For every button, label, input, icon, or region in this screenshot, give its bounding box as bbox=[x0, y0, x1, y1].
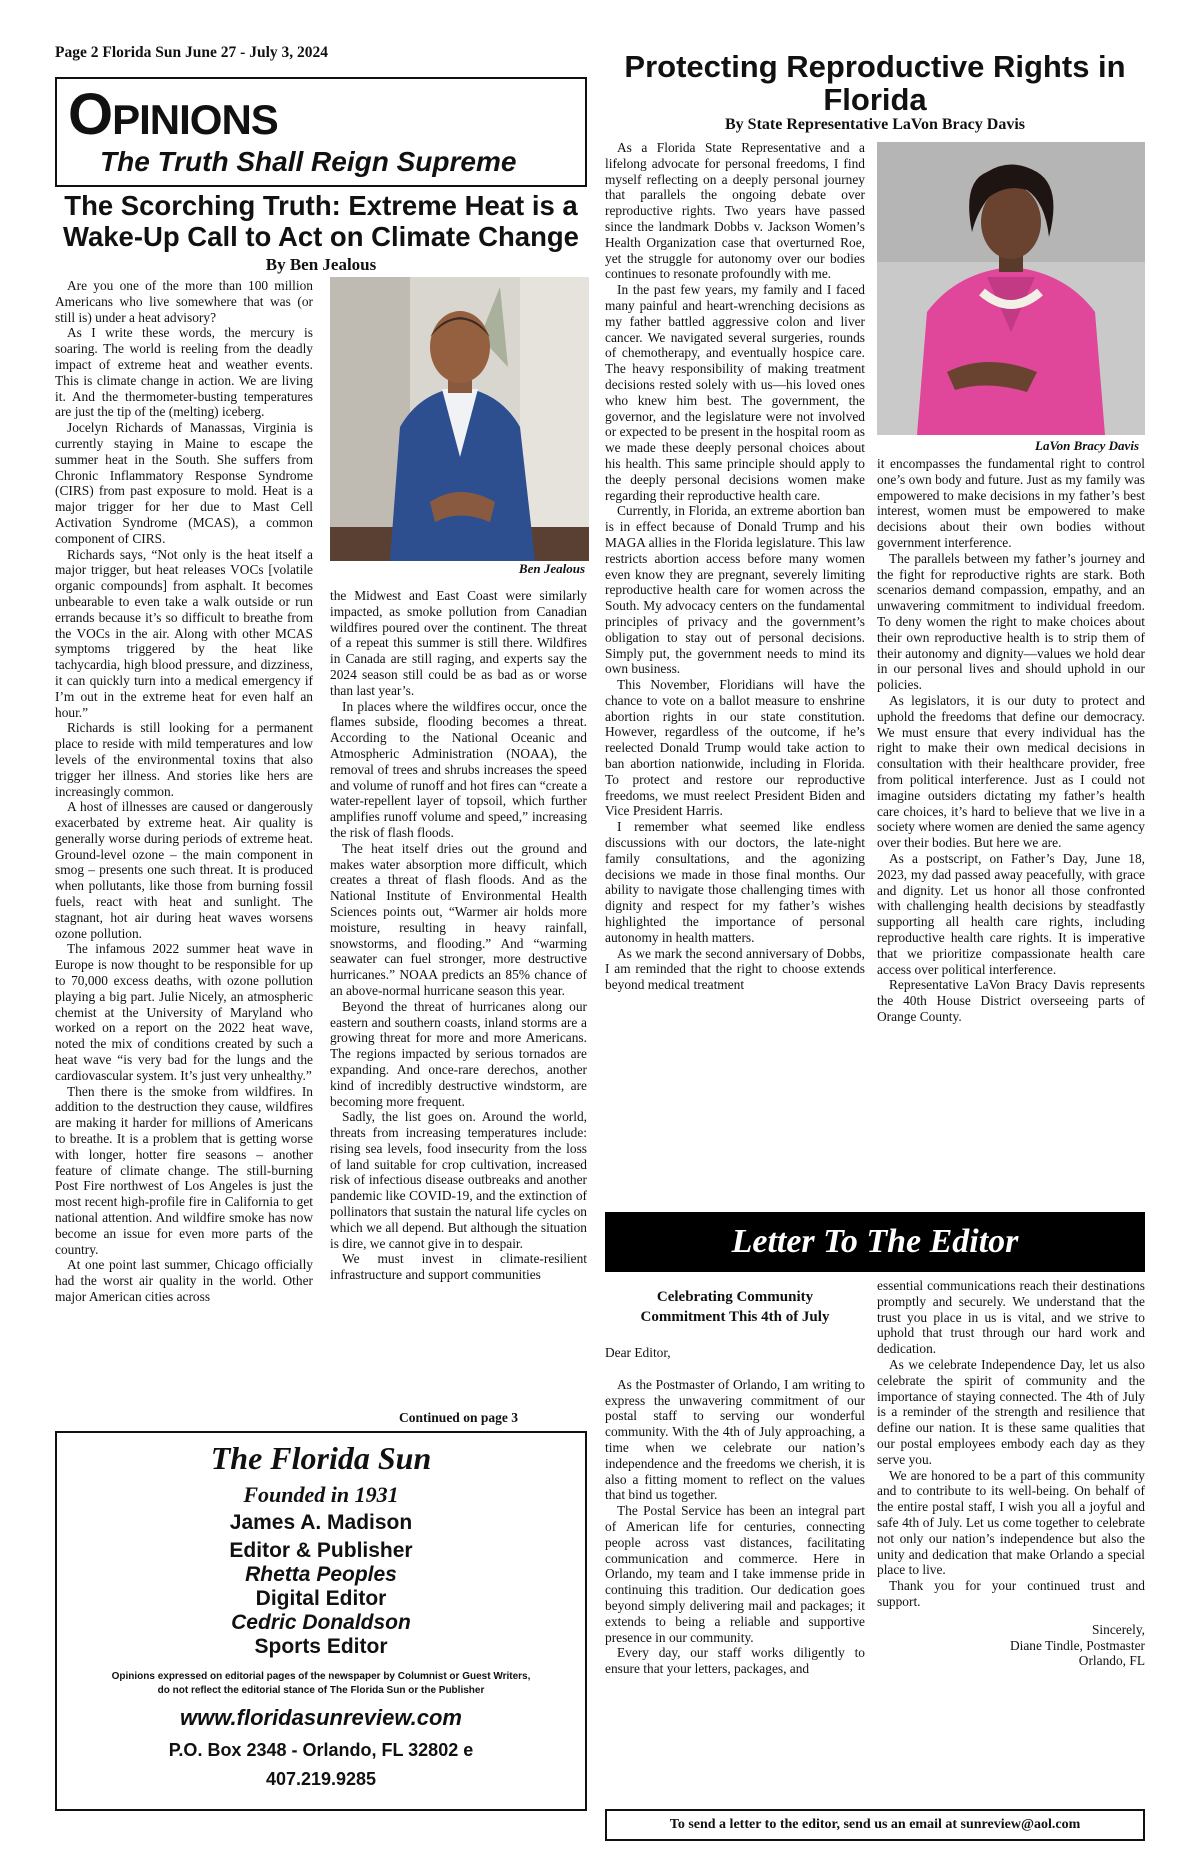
lavon-bracy-davis-photo bbox=[877, 142, 1145, 435]
letter-title-line-1: Celebrating Community bbox=[656, 1289, 814, 1305]
mailing-address: P.O. Box 2348 - Orlando, FL 32802 e bbox=[168, 1740, 474, 1760]
disclaimer-line-2: do not reflect the editorial stance of The Florida Sun or the Publisher bbox=[157, 1685, 485, 1696]
letter-signer: Diane Tindle, Postmaster bbox=[1009, 1637, 1145, 1653]
sports-editor-title: Sports Editor bbox=[254, 1635, 388, 1658]
letter-title-line-2: Commitment This 4th of July bbox=[640, 1309, 830, 1325]
paragraph: As I write these words, the mercury is soaring. The world is reeling from the deadly impact of extreme heat and weather events. This is climate change in action. We are living it. And the thermometer-busting temperatures are just the tip of the (melting) iceberg. bbox=[55, 325, 313, 420]
publisher-name: James A. Madison bbox=[229, 1511, 413, 1534]
paragraph: We are honored to be a part of this community and to contribute to its well-being. On behalf of the entire postal staff, I wish you all a joyful and safe 4th of July. Let us come together to celebrate not only our nation’s independence but also the unity and dedication that make Orlando a special place to live. bbox=[877, 1467, 1145, 1578]
publisher-title: Editor & Publisher bbox=[229, 1539, 413, 1562]
ben-jealous-photo bbox=[330, 277, 589, 561]
paragraph: Representative LaVon Bracy Davis represents the 40th House District overseeing parts of Orange County. bbox=[877, 977, 1145, 1024]
phone-number: 407.219.9285 bbox=[265, 1769, 377, 1789]
founded-line: Founded in 1931 bbox=[243, 1482, 399, 1507]
lavon-photo-caption: LaVon Bracy Davis bbox=[1035, 438, 1139, 453]
repro-article-byline: By State Representative LaVon Bracy Davis bbox=[725, 116, 1025, 133]
letter-signer-city: Orlando, FL bbox=[1078, 1653, 1145, 1669]
section-title-rest: PINIONS bbox=[112, 96, 278, 143]
paragraph: it encompasses the fundamental right to control one’s own body and future. Just as my family was empowered to make decisions in my father’s best interest, women must be empowered to make decisions about their own bodies without government interference. bbox=[877, 456, 1145, 550]
section-tagline: The Truth Shall Reign Supreme bbox=[100, 146, 517, 177]
paragraph: In the past few years, my family and I faced many painful and heart-wrenching decisions as my father battled aggressive colon and liver cancer. We navigated several surgeries, rounds of chemotherapy, and eventually hospice care. The heavy responsibility of making treatment decisions rested solely with us—his loved ones who knew him best. The government, the governor, and the legislature were not involved or expected to be present in the hospital room as we made these deeply personal choices about his health. This same principle should apply to the deeply personal decisions women make regarding their reproductive health care. bbox=[605, 282, 865, 503]
section-title bbox=[68, 83, 278, 152]
paragraph: In places where the wildfires occur, once the flames subside, flooding becomes a threat. According to the National Oceanic and Atmospheric Administration (NOAA), the removal of trees and shrubs increases the speed and volume of runoff and hot fires can “create a water-repellent layer of topsoil, which further amplifies runoff volume and speed,” increasing the risk of flash floods. bbox=[330, 698, 587, 840]
paragraph: Thank you for your continued trust and support. bbox=[877, 1578, 1145, 1609]
paragraph: Richards says, “Not only is the heat itself a major trigger, but heat releases VOCs [volatile organic compounds] from asphalt. It becomes unbearable to even take a walk outside or run errands because it’s so difficult to breathe from the VOCs in the air. Along with other MCAS symptoms triggered by the heat like tachycardia, high blood pressure, and dizziness, it can quickly turn into a medical emergency if I’m out in the extreme heat for even half an hour.” bbox=[55, 546, 313, 720]
repro-article-column-1 bbox=[605, 140, 865, 1203]
paragraph: As legislators, it is our duty to protect and uphold the freedoms that define our democracy. We must ensure that every individual has the right to make their own medical decisions in consultation with their healthcare provider, free from political interference. Just as I could not imagine outsiders dictating my father’s health care choices, it’s hard to believe that we live in a society where women are denied the same agency over their bodies. But here we are. bbox=[877, 692, 1145, 851]
repro-article-headline: Protecting Reproductive Rights in Florida bbox=[624, 49, 1126, 117]
paragraph: Richards is still looking for a permanent place to reside with mild temperatures and low levels of the environmental toxins that also trigger her illness. And stories like hers are increasingly common. bbox=[55, 720, 313, 799]
paragraph: We must invest in climate-resilient infrastructure and support communities bbox=[330, 1251, 587, 1283]
letter-to-editor-banner: Letter To The Editor bbox=[605, 1212, 1145, 1272]
paragraph: Every day, our staff works diligently to ensure that your letters, packages, and bbox=[605, 1645, 865, 1677]
paragraph: As a Florida State Representative and a lifelong advocate for personal freedoms, I find myself reflecting on a deeply personal journey that parallels the ongoing debate over reproductive rights. Two years have passed since the landmark Dobbs v. Jackson Women’s Health Organization case that overturned Roe, yet the struggle for autonomy over our bodies continues to resonate profoundly with me. bbox=[605, 140, 865, 282]
paragraph: A host of illnesses are caused or dangerously exacerbated by extreme heat. Air quality is generally worse during periods of extreme heat. Ground-level ozone – the main component in smog – presents one such threat. It is produced when pollutants, like those from burning fossil fuels, react with heat and sunlight. The stagnant, hot air during heat waves worsens ozone pollution. bbox=[55, 799, 313, 941]
paragraph: As we celebrate Independence Day, let us also celebrate the spirit of community and the importance of staying connected. The 4th of July is a reminder of the strength and resilience that define our nation. It is these same qualities that our postal employees embody each day as they serve you. bbox=[877, 1356, 1145, 1467]
paragraph: Sadly, the list goes on. Around the world, threats from increasing temperatures include: rising sea levels, food insecurity from the loss of land suitable for crop cultivation, increased risk of infectious disease outbreaks and another pandemic like COVID-19, and the extinction of pollinators that sustain the natural life cycles on which we all depend. But although the situation is dire, we cannot give in to despair. bbox=[330, 1109, 587, 1251]
continued-note: Continued on page 3 bbox=[399, 1410, 518, 1425]
paragraph: Are you one of the more than 100 million Americans who live somewhere that was (or still is) under a heat advisory? bbox=[55, 278, 313, 325]
paragraph: the Midwest and East Coast were similarly impacted, as smoke pollution from Canadian wildfires poured over the continent. The threat of a repeat this summer is still there. Wildfires in Canada are still raging, and experts say the 2024 season still could be as bad as or worse than last year’s. bbox=[330, 588, 587, 698]
letter-submission-footer: To send a letter to the editor, send us an email at sunreview@aol.com bbox=[605, 1809, 1145, 1841]
digital-editor-name: Rhetta Peoples bbox=[245, 1563, 397, 1586]
paragraph: essential communications reach their destinations promptly and securely. We understand that the trust you place in us is vital, and we strive to uphold that trust through our hard work and dedication. bbox=[877, 1278, 1145, 1357]
heat-article-headline: The Scorching Truth: Extreme Heat is a Wake-Up Call to Act on Climate Change bbox=[63, 190, 579, 252]
paper-name: The Florida Sun bbox=[210, 1440, 432, 1476]
heat-article-column-2 bbox=[330, 588, 587, 1414]
paragraph: At one point last summer, Chicago officially had the worst air quality in the world. Other major American cities across bbox=[55, 1257, 313, 1304]
paragraph: As a postscript, on Father’s Day, June 18, 2023, my dad passed away peacefully, with grace and dignity. Let us honor all those confronted with challenging health decisions by steadfastly supporting all health care rights, including reproductive health care rights. It is imperative that we prioritize compassionate health care access over political interference. bbox=[877, 850, 1145, 977]
letter-signature bbox=[877, 1622, 1145, 1669]
paragraph: Currently, in Florida, an extreme abortion ban is in effect because of Donald Trump and his MAGA allies in the Florida legislature. This law restricts abortion access before many women even know they are pregnant, severely limiting reproductive health care for women across the South. My advocacy centers on the fundamental principles of privacy and the government’s obligation to stay out of personal decisions. Simply put, the government needs to mind its own business. bbox=[605, 503, 865, 677]
paragraph: Then there is the smoke from wildfires. In addition to the destruction they cause, wildfires are making it harder for millions of Americans to breathe. It is a problem that is getting worse with longer, hotter fire seasons – another feature of climate change. The still-burning Post Fire northwest of Los Angeles is just the most recent high-profile fire in California to get national attention. And wildfire smoke has now become an issue for even more parts of the country. bbox=[55, 1083, 313, 1257]
paragraph: This November, Floridians will have the chance to vote on a ballot measure to enshrine abortion rights in our state constitution. However, regardless of the outcome, if he’s reelected Donald Trump would take action to ban abortion nationwide, including in Florida. To protect and restore our reproductive freedoms, we must reelect President Biden and Vice President Harris. bbox=[605, 677, 865, 819]
paragraph: The Postal Service has been an integral part of American life for centuries, connecting people across vast distances, facilitating communication and commerce. Here in Orlando, my team and I take immense pride in continuing this tradition. Our dedication goes beyond simply delivering mail and packages; it extends to being a reliable and supportive presence in our community. bbox=[605, 1503, 865, 1645]
disclaimer-line-1: Opinions expressed on editorial pages of the newspaper by Columnist or Guest Writers, bbox=[111, 1671, 531, 1682]
heat-article-byline: By Ben Jealous bbox=[265, 255, 377, 274]
heat-article-column-1 bbox=[55, 278, 313, 1428]
letter-column-1 bbox=[605, 1345, 865, 1805]
page-line: Page 2 Florida Sun June 27 - July 3, 2024 bbox=[55, 44, 328, 61]
paragraph: I remember what seemed like endless discussions with our doctors, the late-night family consultations, and the agonizing decisions we made in those final months. Our ability to navigate those challenging times with dignity and respect for my father’s wishes highlighted the importance of personal autonomy in health matters. bbox=[605, 819, 865, 945]
paragraph: Jocelyn Richards of Manassas, Virginia is currently staying in Maine to escape the summer heat in the South. She suffers from Chronic Inflammatory Response Syndrome (CIRS) from past exposure to mold. Heat is a major trigger for her due to Mast Cell Activation Syndrome (MCAS), a common component of CIRS. bbox=[55, 420, 313, 546]
paragraph: The infamous 2022 summer heat wave in Europe is now thought to be responsible for up to 70,000 excess deaths, with ozone pollution playing a big part. Julie Nicely, an atmospheric chemist at the University of Maryland who worked on a report on the 2022 heat wave, noted the mix of conditions created by such a heat wave “is very bad for the lungs and the cardiovascular system. It’s just very unhealthy.” bbox=[55, 941, 313, 1083]
paragraph: As we mark the second anniversary of Dobbs, I am reminded that the right to choose extends beyond medical treatment bbox=[605, 945, 865, 993]
paragraph: The heat itself dries out the ground and makes water absorption more difficult, which creates a threat of flash floods. And as the National Institute of Environmental Health Sciences points out, “Warmer air holds more moisture, resulting in heavy rainfall, snowstorms, and flooding.” And “warming seawater can fuel stronger, more destructive hurricanes.” NOAA predicts an 85% chance of an above-normal hurricane season this year. bbox=[330, 840, 587, 998]
section-title-initial: O bbox=[68, 82, 113, 147]
paragraph: The parallels between my father’s journey and the fight for reproductive rights are stark. Both scenarios demand compassion, empathy, and an unwavering commitment to individual freedom. To deny women the right to make choices about their own reproductive health is to strip them of their autonomy and dignity—values we hold dear in our personal lives and should uphold in our policies. bbox=[877, 550, 1145, 693]
letter-title bbox=[605, 1287, 865, 1327]
website-link[interactable]: www.floridasunreview.com bbox=[180, 1705, 462, 1730]
paragraph: As the Postmaster of Orlando, I am writing to express the unwavering commitment of our postal staff to serving our wonderful community. With the 4th of July approaching, a time when we celebrate our nation’s independence and the freedoms we cherish, it is also a fitting moment to reflect on the values that bind us together. bbox=[605, 1376, 865, 1503]
repro-article-column-2 bbox=[877, 456, 1145, 1204]
letter-column-2 bbox=[877, 1278, 1145, 1808]
letter-salutation: Dear Editor, bbox=[605, 1345, 671, 1360]
paragraph: Beyond the threat of hurricanes along our eastern and southern coasts, inland storms are a growing threat for more and more Americans. The regions impacted by serious tornados are expanding. And once-rare derechos, another kind of incredibly destructive windstorm, are becoming more frequent. bbox=[330, 998, 587, 1109]
ben-photo-caption: Ben Jealous bbox=[518, 561, 585, 576]
sports-editor-name: Cedric Donaldson bbox=[231, 1611, 411, 1634]
digital-editor-title: Digital Editor bbox=[255, 1587, 387, 1610]
letter-signoff: Sincerely, bbox=[1091, 1621, 1145, 1637]
